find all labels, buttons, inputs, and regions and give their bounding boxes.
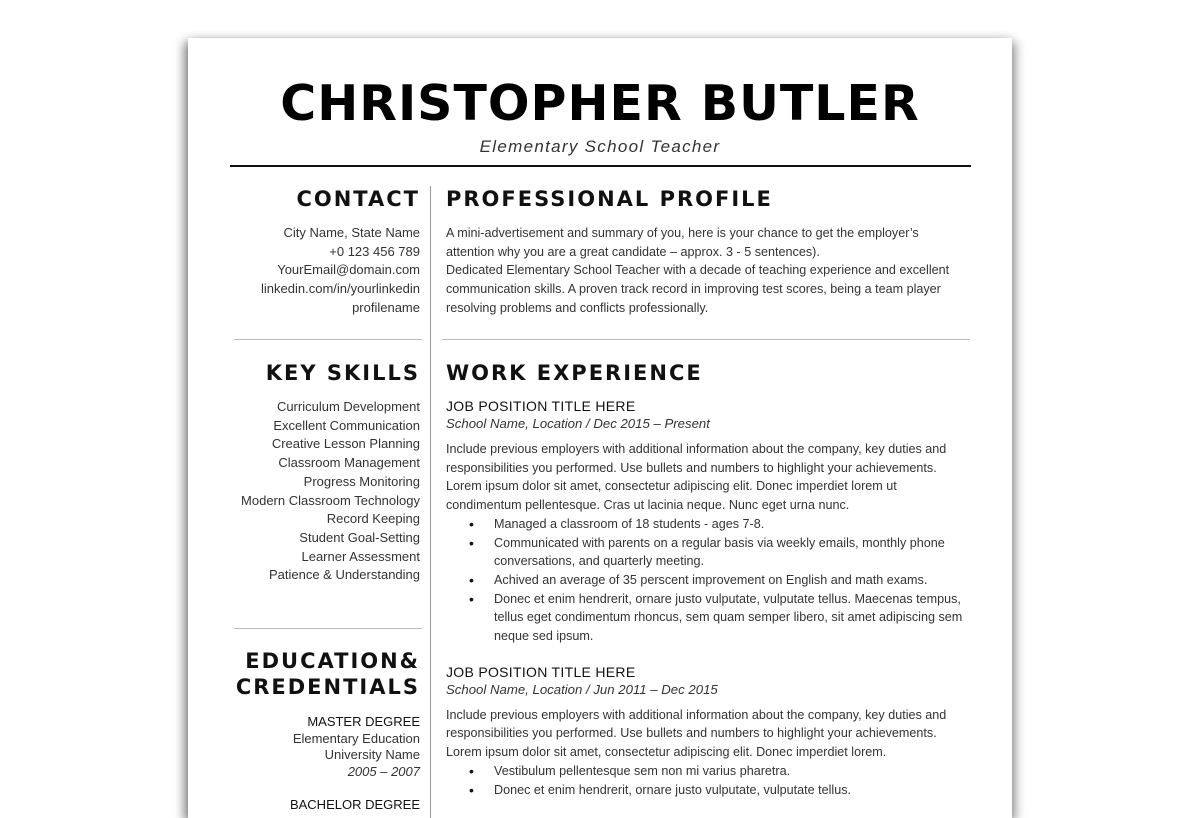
resume-page <box>188 38 1012 818</box>
contact-linkedin-cont[interactable]: profilename <box>352 299 420 315</box>
job-description <box>446 440 968 515</box>
achievement-item: • Managed a classroom of 18 students - ages 7-8. <box>494 515 968 534</box>
achievement-item: • Donec et enim hendrerit, ornare justo vulputate, vulputate tellus. Maecenas tempus, tellus eget condimentum rhoncus, sem quam semper libero, sit amet adipiscing sem neque sed ipsum. <box>494 590 968 646</box>
contact-location: City Name, State Name <box>283 225 420 240</box>
education-title: EDUCATION& <box>245 649 420 673</box>
contact-email[interactable]: YourEmail@domain.com <box>277 262 420 278</box>
job-description-line: Include previous employers with additional information about the company, key duties and <box>446 442 947 456</box>
job-description-line: Lorem ipsum dolor sit amet, consectetur adipiscing elit. Donec imperdiet lorem. <box>446 745 887 760</box>
profile-line: A mini-advertisement and summary of you, here is your chance to get the employer’s <box>446 226 919 240</box>
job-achievements <box>446 762 968 799</box>
education-title-cont: CREDENTIALS <box>235 675 420 699</box>
skill-item: Creative Lesson Planning <box>271 436 420 452</box>
candidate-role: Elementary School Teacher <box>479 137 721 156</box>
skill-item: Student Goal-Setting <box>299 529 420 545</box>
profile-summary <box>446 224 968 318</box>
skill-item: Learner Assessment <box>301 548 420 564</box>
profile-line: attention why you are a great candidate – approx. 3 - 5 sentences). <box>446 244 820 259</box>
job-subtitle: School Name, Location / Dec 2015 – Present <box>446 416 710 431</box>
skill-item: Record Keeping <box>326 511 420 527</box>
job-entry <box>446 398 968 646</box>
education-section <box>220 648 420 814</box>
skill-item: Curriculum Development <box>276 399 420 414</box>
job-title: JOB POSITION TITLE HERE <box>446 663 636 680</box>
contact-title: CONTACT <box>296 187 420 211</box>
profile-divider <box>442 339 970 340</box>
skills-title: KEY SKILLS <box>265 361 420 385</box>
education-degree: MASTER DEGREE <box>307 714 420 729</box>
job-description <box>446 706 968 762</box>
skill-item: Excellent Communication <box>273 417 420 433</box>
contact-linkedin[interactable]: linkedin.com/in/yourlinkedin <box>261 281 420 297</box>
job-description-line: Lorem ipsum dolor sit amet, consectetur adipiscing elit. Donec imperdiet lorem ut <box>446 479 897 494</box>
job-subtitle: School Name, Location / Jun 2011 – Dec 2015 <box>446 681 718 697</box>
skills-divider <box>234 628 422 629</box>
education-degree: BACHELOR DEGREE <box>289 797 420 812</box>
job-achievements <box>446 515 968 646</box>
job-description-line: Include previous employers with additional information about the company, key duties and <box>446 707 947 722</box>
profile-line: communication skills. A proven track record in improving test scores, being a team player <box>446 282 941 297</box>
candidate-name: CHRISTOPHER BUTLER <box>280 75 920 132</box>
skill-item: Progress Monitoring <box>303 473 420 489</box>
contact-section <box>220 186 420 318</box>
experience-section <box>446 360 968 799</box>
header-divider <box>230 165 971 167</box>
achievement-item: • Achived an average of 35 perscent improvement on English and math exams. <box>494 571 968 590</box>
job-description-line: responsibilities you performed. Use bullets and numbers to highlight your achievements. <box>446 460 937 475</box>
experience-title: WORK EXPERIENCE <box>446 361 703 385</box>
achievement-item: • Vestibulum pellentesque sem non mi varius pharetra. <box>494 762 968 781</box>
contact-divider <box>234 339 422 340</box>
education-entry <box>220 797 420 814</box>
profile-title: PROFESSIONAL PROFILE <box>446 187 773 211</box>
education-school: University Name <box>324 747 420 762</box>
education-years: 2005 – 2007 <box>347 763 420 779</box>
contact-list <box>220 224 420 318</box>
job-entry <box>446 664 968 800</box>
profile-line: resolving problems and conflicts professionally. <box>446 300 709 315</box>
profile-section <box>446 186 968 318</box>
achievement-item: • Communicated with parents on a regular basis via weekly emails, monthly phone conversations, and quarterly meeting. <box>494 534 968 571</box>
achievement-item: • Donec et enim hendrerit, ornare justo vulputate, vulputate tellus. <box>494 781 968 800</box>
skill-item: Patience & Understanding <box>268 567 420 583</box>
job-description-line: condimentum pellentesque. Cras ut lacinia neque. Nunc eget urna nunc. <box>446 498 850 513</box>
education-entry <box>220 714 420 780</box>
skill-item: Modern Classroom Technology <box>241 492 420 508</box>
column-divider <box>430 186 431 818</box>
profile-line: Dedicated Elementary School Teacher with a decade of teaching experience and excellent <box>446 263 950 278</box>
skill-item: Classroom Management <box>278 455 420 471</box>
education-field: Elementary Education <box>292 730 420 746</box>
job-description-line: responsibilities you performed. Use bullets and numbers to highlight your achievements. <box>446 726 937 741</box>
skills-list <box>220 398 420 585</box>
job-title: JOB POSITION TITLE HERE <box>446 398 636 414</box>
contact-phone: +0 123 456 789 <box>329 243 420 259</box>
skills-section <box>220 360 420 585</box>
